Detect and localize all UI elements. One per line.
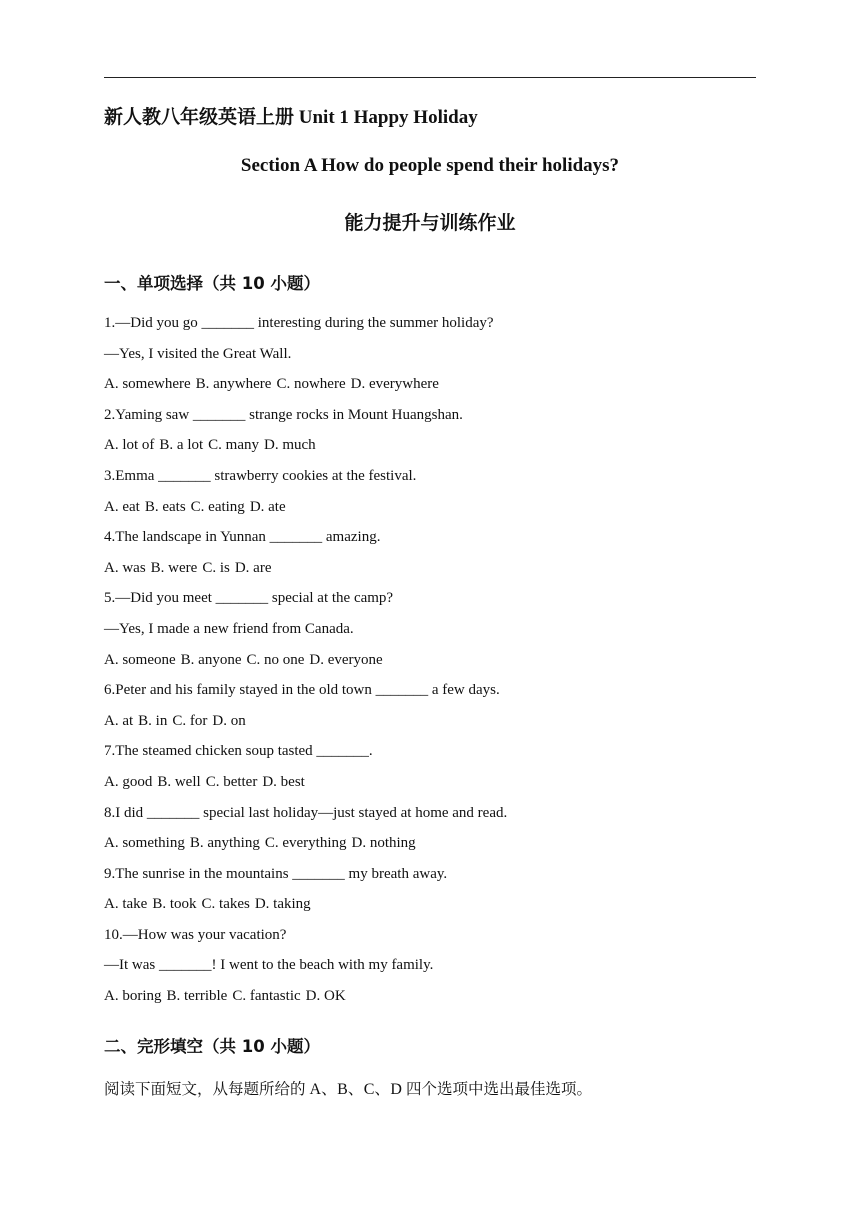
- answer-option: B. anyone: [180, 651, 242, 668]
- answer-option: D. best: [262, 773, 305, 790]
- question-stem: 4.The landscape in Yunnan _______ amazing.: [104, 529, 381, 546]
- answer-option: B. eats: [144, 498, 186, 515]
- answer-option: D. everywhere: [350, 376, 439, 393]
- question-options: [104, 430, 756, 461]
- question-options: [104, 645, 756, 676]
- answer-option: A. something: [104, 835, 185, 852]
- answer-option: C. eating: [190, 498, 245, 515]
- question-options: [104, 828, 756, 859]
- header-rule: [104, 77, 756, 78]
- question-stem: 2.Yaming saw _______ strange rocks in Mount Huangshan.: [104, 406, 463, 423]
- instruction-text-after: 四个选项中选出最佳选项。: [405, 1080, 592, 1098]
- answer-option: C. takes: [201, 896, 250, 913]
- question-item: [104, 583, 756, 675]
- answer-option: B. in: [138, 712, 168, 729]
- question-options: [104, 889, 756, 920]
- question-stem: 1.—Did you go _______ interesting during the summer holiday?: [104, 315, 494, 331]
- instruction-text-before: 阅读下面短文，从每题所给的: [104, 1080, 306, 1098]
- answer-option: A. good: [104, 773, 153, 790]
- question-item: [104, 400, 756, 461]
- answer-option: D. on: [212, 712, 246, 729]
- question-options: [104, 981, 756, 1012]
- question-stem: 8.I did _______ special last holiday—just stayed at home and read.: [104, 804, 508, 821]
- answer-option: B. well: [157, 773, 201, 790]
- question-item: [104, 798, 756, 859]
- answer-option: C. better: [205, 773, 258, 790]
- question-dialogue-line: —Yes, I made a new friend from Canada.: [104, 620, 354, 637]
- question-dialogue-line: —It was _______! I went to the beach with my family.: [104, 957, 434, 974]
- answer-option: C. no one: [246, 651, 305, 668]
- answer-option: B. terrible: [166, 988, 228, 1005]
- question-stem: 3.Emma _______ strawberry cookies at the festival.: [104, 467, 417, 484]
- answer-option: C. is: [202, 559, 230, 576]
- exercise-subtitle: 能力提升与训练作业: [344, 212, 516, 234]
- question-item: [104, 522, 756, 583]
- answer-option: C. many: [208, 437, 260, 454]
- instruction-letters: A、B、C、D: [305, 1081, 406, 1098]
- answer-option: C. fantastic: [232, 988, 301, 1005]
- question-item: [104, 308, 756, 400]
- question-options: [104, 706, 756, 737]
- answer-option: B. took: [152, 896, 197, 913]
- question-item: [104, 920, 756, 1012]
- answer-option: C. everything: [264, 835, 347, 852]
- question-item: [104, 736, 756, 797]
- answer-option: D. nothing: [351, 835, 416, 852]
- answer-option: D. much: [264, 437, 316, 454]
- answer-option: D. OK: [305, 988, 346, 1005]
- question-options: [104, 492, 756, 523]
- question-list: [104, 308, 756, 1012]
- section-title: Section A How do people spend their holidays?: [240, 155, 620, 176]
- question-stem: 9.The sunrise in the mountains _______ my breath away.: [104, 865, 448, 882]
- question-stem: 5.—Did you meet _______ special at the camp?: [104, 590, 394, 607]
- question-item: [104, 859, 756, 920]
- question-stem: 7.The steamed chicken soup tasted _______.: [104, 743, 373, 760]
- answer-option: B. anywhere: [195, 376, 272, 393]
- cloze-instruction: [104, 1076, 592, 1103]
- answer-option: B. a lot: [159, 437, 204, 454]
- question-options: [104, 767, 756, 798]
- question-stem: 10.—How was your vacation?: [104, 926, 287, 943]
- answer-option: D. are: [234, 559, 272, 576]
- answer-option: D. everyone: [309, 651, 383, 668]
- answer-option: D. taking: [254, 896, 311, 913]
- answer-option: C. for: [172, 712, 208, 729]
- answer-option: D. ate: [249, 498, 286, 515]
- question-stem: 6.Peter and his family stayed in the old town _______ a few days.: [104, 682, 500, 699]
- question-options: [104, 553, 756, 584]
- answer-option: A. at: [104, 712, 134, 729]
- answer-option: A. someone: [104, 651, 176, 668]
- question-options: [104, 369, 756, 400]
- part2-heading: 二、完形填空（共 10 小题）: [104, 1037, 320, 1056]
- answer-option: A. was: [104, 559, 146, 576]
- document-title: 新人教八年级英语上册 Unit 1 Happy Holiday: [104, 107, 478, 128]
- answer-option: B. anything: [189, 835, 260, 852]
- answer-option: A. boring: [104, 988, 162, 1005]
- part1-heading: 一、单项选择（共 10 小题）: [104, 274, 320, 293]
- answer-option: A. lot of: [104, 437, 155, 454]
- question-dialogue-line: —Yes, I visited the Great Wall.: [104, 345, 292, 362]
- answer-option: A. somewhere: [104, 376, 191, 393]
- answer-option: A. eat: [104, 498, 140, 515]
- question-item: [104, 461, 756, 522]
- question-item: [104, 675, 756, 736]
- answer-option: A. take: [104, 896, 148, 913]
- answer-option: C. nowhere: [276, 376, 346, 393]
- answer-option: B. were: [150, 559, 198, 576]
